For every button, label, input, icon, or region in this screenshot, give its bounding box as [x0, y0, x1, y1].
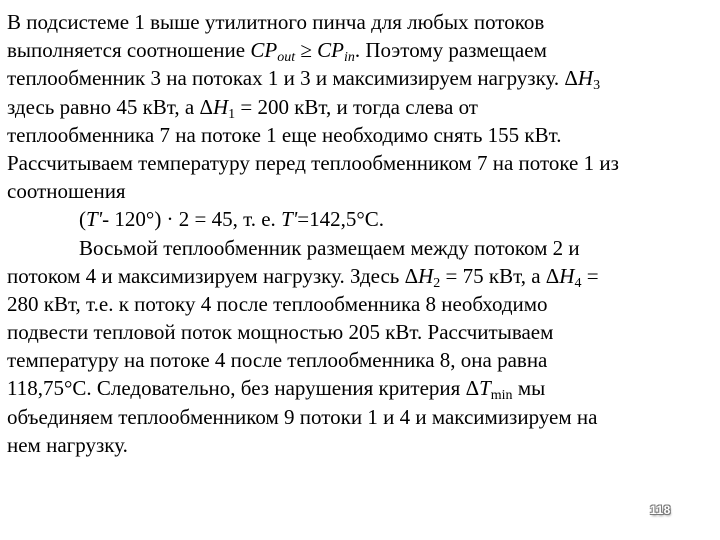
text-line: В подсистеме 1 выше утилитного пинча для любых потоков — [7, 10, 545, 34]
text-line: 118,75°С. Следовательно, без нарушения критерия $\Delta T_{min}$ мы — [7, 376, 546, 404]
formula-line: (T'- 120°) · 2 = 45, т. е. T'=142,5°С. — [79, 207, 384, 232]
paragraph-start: Восьмой теплообменник размещаем между потоком 2 и — [79, 235, 580, 260]
text-line: теплообменника 7 на потоке 1 еще необходимо снять 155 кВт. — [7, 122, 562, 147]
text-line: соотношения — [7, 179, 126, 204]
text-line: выполняется соотношение $CP_{out} \ge CP_{in}$. Поэтому размещаем — [7, 38, 547, 66]
text-line: теплообменник 3 на потоках 1 и 3 и максимизируем нагрузку. $\Delta H_3$ — [7, 66, 601, 94]
text-line: здесь равно 45 кВт, а $\Delta H_1 = 200$ кВт, и тогда слева от — [7, 94, 478, 122]
text-line: нем нагрузку. — [7, 432, 128, 457]
text-line: температуру на потоке 4 после теплообменника 8, она равна — [7, 348, 548, 373]
text-line: 280 кВт, т.е. к потоку 4 после теплообменника 8 необходимо — [7, 291, 548, 316]
text-line: объединяем теплообменником 9 потоки 1 и 4 и максимизируем на — [7, 404, 598, 429]
text-line: подвести тепловой поток мощностью 205 кВт. Рассчитываем — [7, 320, 554, 345]
text-line: Рассчитываем температуру перед теплообменником 7 на потоке 1 из — [7, 150, 619, 175]
document-body — [7, 8, 713, 459]
page-number: 118 — [650, 503, 671, 517]
text-line: потоком 4 и максимизируем нагрузку. Здесь $\Delta H_2 = 75$ кВт, а $\Delta H_4$ = — [7, 263, 599, 291]
